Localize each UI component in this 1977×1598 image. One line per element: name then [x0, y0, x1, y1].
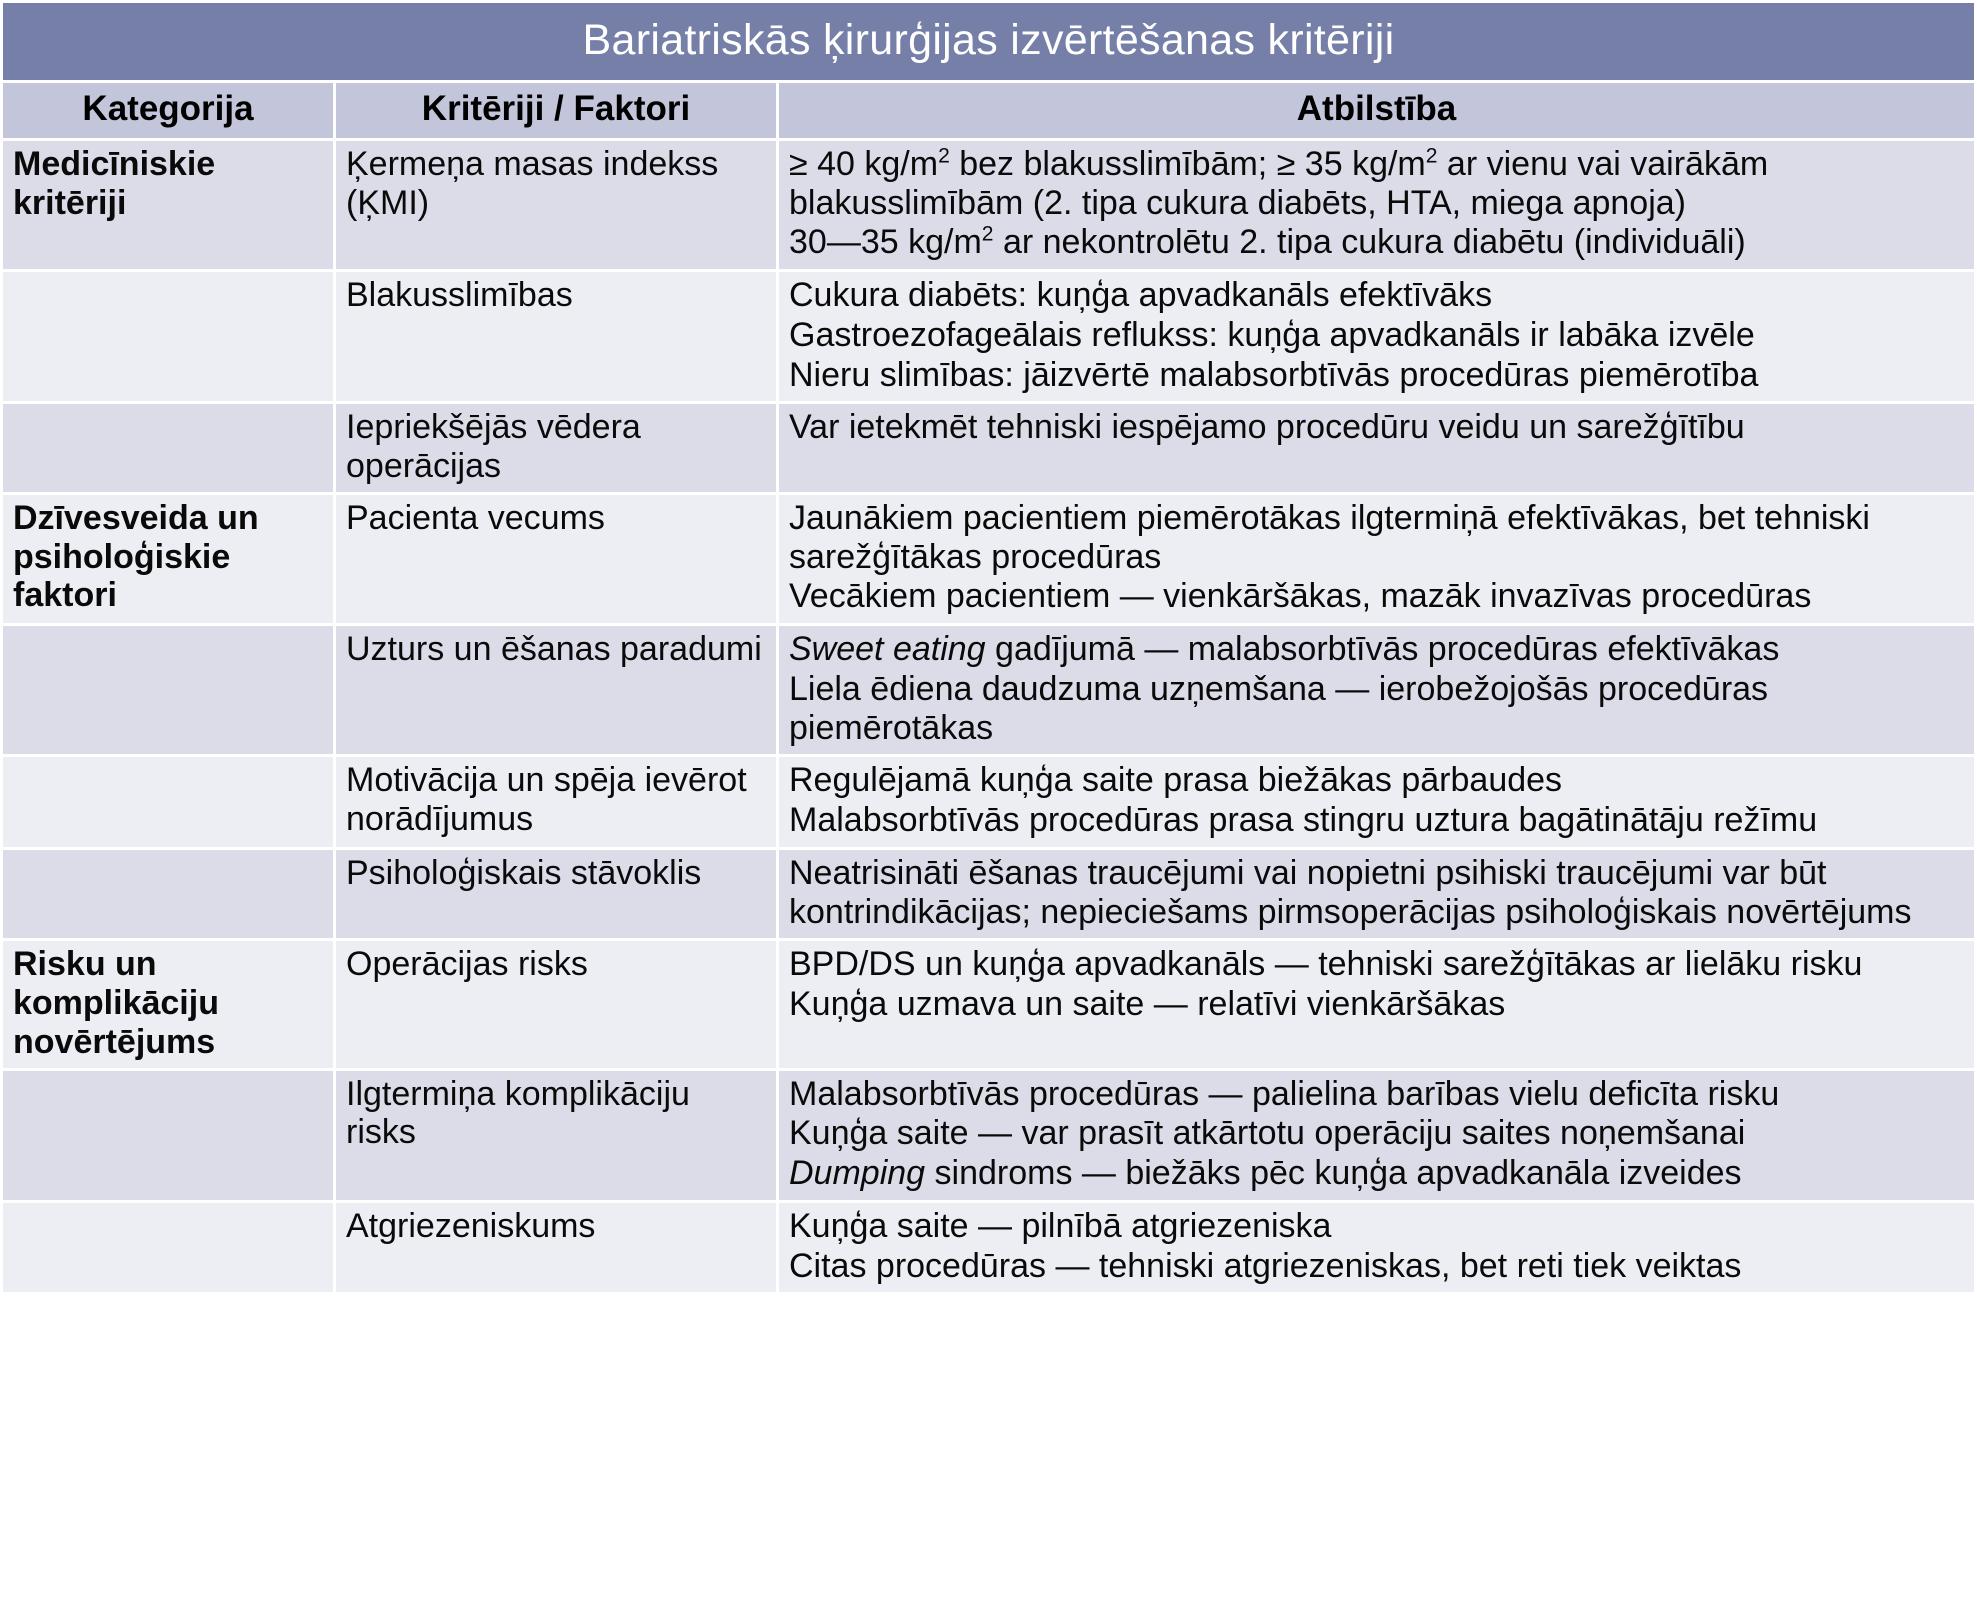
compliance-line: Dumping sindroms — biežāks pēc kuņģa apvadkanāla izveides: [789, 1154, 1742, 1193]
table-body: [3, 141, 1974, 1293]
compliance-line: Jaunākiem pacientiem piemērotākas ilgtermiņā efektīvākas, bet tehniski sarežģītākas procedūras: [789, 498, 1870, 576]
compliance-cell: [779, 941, 1974, 1067]
compliance-cell: [779, 404, 1974, 492]
table-row: [3, 941, 1974, 1067]
compliance-line: Kuņģa uzmava un saite — relatīvi vienkāršākas: [789, 985, 1506, 1024]
table-row: [3, 1071, 1974, 1200]
table-row: [3, 626, 1974, 754]
criterion-cell: Iepriekšējās vēdera operācijas: [336, 404, 776, 492]
table-row: [3, 272, 1974, 401]
compliance-line: Vecākiem pacientiem — vienkāršākas, mazāk invazīvas procedūras: [789, 577, 1812, 616]
criterion-cell: Pacienta vecums: [336, 495, 776, 623]
category-cell-continuation: [3, 404, 333, 492]
compliance-line: Kuņģa saite — pilnībā atgriezeniska: [789, 1206, 1332, 1245]
compliance-line: Var ietekmēt tehniski iespējamo procedūru veidu un sarežģītību: [789, 408, 1745, 447]
compliance-line: 30—35 $kg/m^2$ ar nekontrolētu 2. tipa cukura diabētu (individuāli): [789, 222, 1746, 262]
category-cell: Medicīniskie kritēriji: [3, 141, 333, 269]
compliance-line: Sweet eating gadījumā — malabsorbtīvās procedūras efektīvākas: [789, 630, 1780, 669]
table-head: [3, 3, 1974, 138]
compliance-line: Neatrisināti ēšanas traucējumi vai nopietni psihiski traucējumi var būt kontrindikācijas; nepieciešams pirmsoperācijas psiholoģiskais novērtējums: [789, 853, 1912, 931]
compliance-cell: [779, 495, 1974, 623]
compliance-line: Nieru slimības: jāizvērtē malabsorbtīvās procedūras piemērotība: [789, 355, 1759, 394]
table-row: [3, 1203, 1974, 1293]
compliance-line: Cukura diabēts: kuņģa apvadkanāls efektīvāks: [789, 276, 1493, 315]
table-row: [3, 495, 1974, 623]
compliance-line: Malabsorbtīvās procedūras prasa stingru uztura bagātinātāju režīmu: [789, 801, 1818, 840]
compliance-line: Kuņģa saite — var prasīt atkārtotu operāciju saites noņemšanai: [789, 1114, 1746, 1153]
criterion-cell: Ķermeņa masas indekss (ĶMI): [336, 141, 776, 269]
column-header-kriteriji: Kritēriji / Faktori: [336, 83, 776, 138]
category-cell-continuation: [3, 272, 333, 401]
compliance-cell: [779, 1203, 1974, 1293]
compliance-cell: [779, 1071, 1974, 1200]
table-row: [3, 141, 1974, 269]
compliance-line: Regulējamā kuņģa saite prasa biežākas pārbaudes: [789, 761, 1563, 800]
compliance-line: ≥ 40 $kg/m^2$ bez blakusslimībām; ≥ 35 $kg/m^2$ ar vienu vai vairākām blakusslimībām (2. tipa cukura diabēts, HTA, miega apnoja): [789, 144, 1769, 222]
compliance-line: Liela ēdiena daudzuma uzņemšana — ierobežojošās procedūras piemērotākas: [789, 669, 1769, 747]
criterion-cell: Blakusslimības: [336, 272, 776, 401]
table-row: [3, 404, 1974, 492]
category-cell-continuation: [3, 757, 333, 847]
title-row: [3, 3, 1974, 80]
compliance-cell: [779, 141, 1974, 269]
compliance-cell: [779, 272, 1974, 401]
category-cell-continuation: [3, 850, 333, 939]
criterion-cell: Motivācija un spēja ievērot norādījumus: [336, 757, 776, 847]
criterion-cell: Uzturs un ēšanas paradumi: [336, 626, 776, 754]
criterion-cell: Ilgtermiņa komplikāciju risks: [336, 1071, 776, 1200]
column-header-kategorija: Kategorija: [3, 83, 333, 138]
table-row: [3, 850, 1974, 939]
category-cell: Risku un komplikāciju novērtējums: [3, 941, 333, 1067]
column-header-atbilstiba: Atbilstība: [779, 83, 1974, 138]
compliance-cell: [779, 757, 1974, 847]
compliance-cell: [779, 850, 1974, 939]
compliance-cell: [779, 626, 1974, 754]
category-cell-continuation: [3, 1071, 333, 1200]
compliance-line: BPD/DS un kuņģa apvadkanāls — tehniski sarežģītākas ar lielāku risku: [789, 945, 1863, 984]
criterion-cell: Psiholoģiskais stāvoklis: [336, 850, 776, 939]
table-title: Bariatriskās ķirurģijas izvērtēšanas kritēriji: [3, 3, 1974, 80]
criterion-cell: Atgriezeniskums: [336, 1203, 776, 1293]
criterion-cell: Operācijas risks: [336, 941, 776, 1067]
category-cell-continuation: [3, 626, 333, 754]
compliance-line: Gastroezofageālais reflukss: kuņģa apvadkanāls ir labāka izvēle: [789, 315, 1755, 354]
column-header-row: [3, 83, 1974, 138]
category-cell: Dzīvesveida un psiholoģiskie faktori: [3, 495, 333, 623]
compliance-line: Citas procedūras — tehniski atgriezeniskas, bet reti tiek veiktas: [789, 1246, 1742, 1285]
category-cell-continuation: [3, 1203, 333, 1293]
compliance-line: Malabsorbtīvās procedūras — palielina barības vielu deficīta risku: [789, 1074, 1780, 1113]
table-row: [3, 757, 1974, 847]
